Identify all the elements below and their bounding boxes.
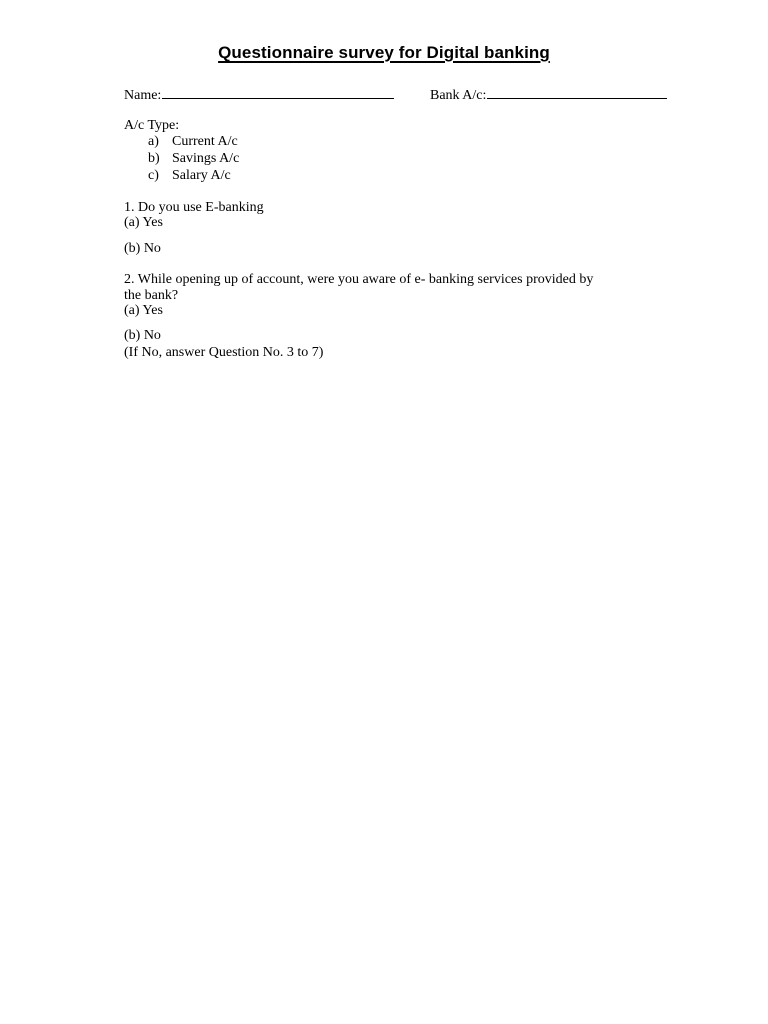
ac-type-option-savings[interactable]	[148, 151, 239, 167]
bank-ac-blank[interactable]	[487, 86, 667, 99]
question-2-text-line1: 2. While opening up of account, were you aware of e- banking services provided by	[124, 272, 594, 287]
name-label: Name:	[124, 88, 162, 103]
name-blank[interactable]	[162, 86, 394, 99]
ac-type-option-salary[interactable]	[148, 168, 231, 184]
ac-type-option-current[interactable]	[148, 134, 238, 150]
question-2-option-yes[interactable]: (a) Yes	[124, 303, 163, 318]
question-2-note: (If No, answer Question No. 3 to 7)	[124, 345, 324, 360]
question-2-text-line2: the bank?	[124, 288, 179, 303]
question-2-option-no[interactable]: (b) No	[124, 328, 161, 343]
ac-type-label: A/c Type:	[124, 118, 180, 133]
question-1-text: 1. Do you use E-banking	[124, 200, 264, 215]
option-text: Savings A/c	[172, 151, 240, 166]
question-1-option-yes[interactable]: (a) Yes	[124, 215, 163, 230]
title-text: Questionnaire survey for Digital banking	[218, 43, 550, 62]
bank-ac-label: Bank A/c:	[430, 88, 487, 103]
option-text: Salary A/c	[172, 168, 231, 183]
option-letter: a)	[148, 134, 159, 149]
page-title	[0, 43, 768, 63]
question-1-option-no[interactable]: (b) No	[124, 241, 161, 256]
option-letter: c)	[148, 168, 159, 183]
name-field[interactable]	[124, 86, 394, 104]
option-letter: b)	[148, 151, 160, 166]
option-text: Current A/c	[172, 134, 238, 149]
bank-ac-field[interactable]	[430, 86, 667, 104]
